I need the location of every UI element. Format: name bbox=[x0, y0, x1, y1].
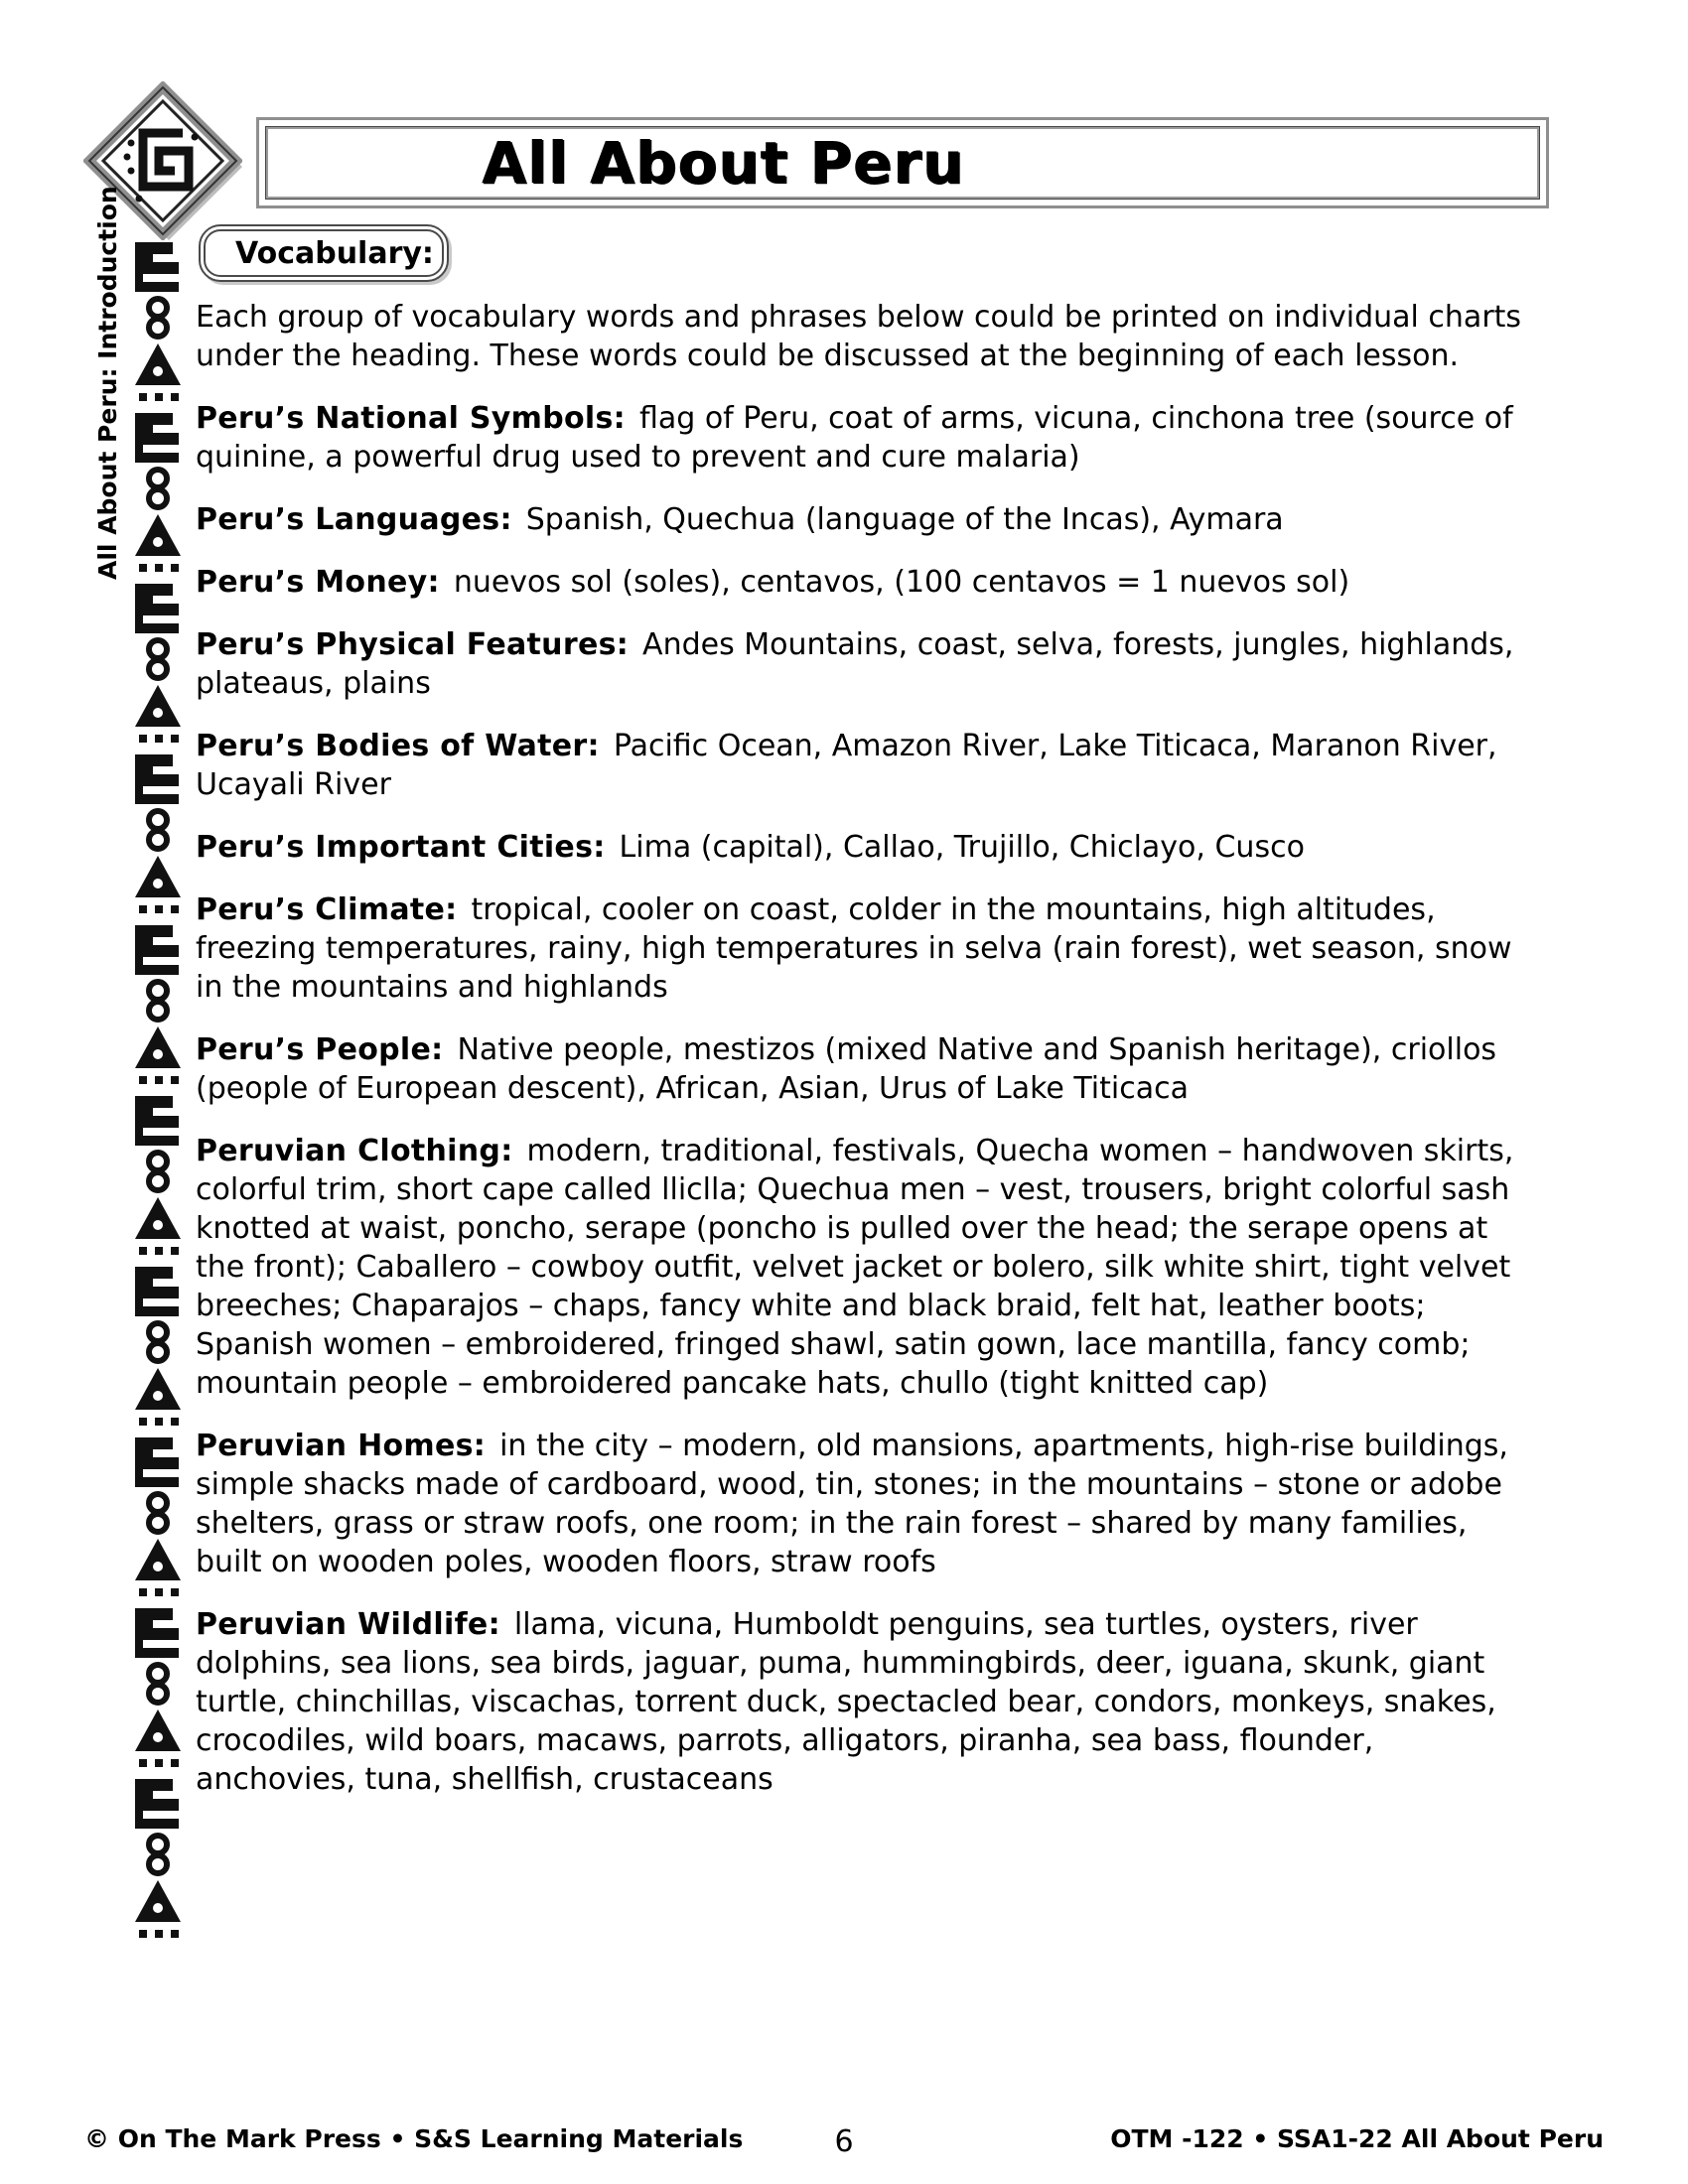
vocab-entry-money bbox=[196, 563, 1531, 602]
vocab-entry-text: tropical, cooler on coast, colder in the mountains, high altitudes, freezing temperatures, rainy, high temperatures in selva (rain forest), wet season, snow in the mountains and highlands bbox=[196, 892, 1512, 1005]
vocab-entry-text: Lima (capital), Callao, Trujillo, Chiclayo, Cusco bbox=[619, 830, 1305, 865]
footer-publisher: © On The Mark Press • S&S Learning Materials bbox=[84, 2124, 744, 2153]
vocab-entry-people bbox=[196, 1030, 1531, 1108]
page-title: All About Peru bbox=[482, 129, 965, 197]
vocab-entry-text: Pacific Ocean, Amazon River, Lake Titicaca, Maranon River, Ucayali River bbox=[196, 729, 1497, 802]
vocab-entry-label: Peru’s Climate: bbox=[196, 892, 458, 927]
vocab-entry-label: Peru’s Bodies of Water: bbox=[196, 729, 600, 763]
vocab-entry-label: Peru’s National Symbols: bbox=[196, 401, 626, 436]
vocab-entry-label: Peruvian Homes: bbox=[196, 1429, 487, 1463]
vocab-entry-label: Peru’s People: bbox=[196, 1032, 444, 1067]
vocab-entry-bodies-of-water bbox=[196, 727, 1531, 804]
vocab-entry-label: Peruvian Wildlife: bbox=[196, 1607, 500, 1642]
tribal-pattern-border-icon bbox=[129, 236, 187, 1946]
footer-page-number: 6 bbox=[834, 2124, 854, 2159]
vocab-entry-label: Peru’s Physical Features: bbox=[196, 627, 630, 662]
vocab-entry-label: Peru’s Important Cities: bbox=[196, 830, 606, 865]
title-banner-inner bbox=[265, 126, 1540, 200]
vocab-entry-text: llama, vicuna, Humboldt penguins, sea turtles, oysters, river dolphins, sea lions, sea birds, jaguar, puma, hummingbirds, deer, iguana, skunk, giant turtle, chinchillas, viscachas, torrent duck, spectacled bear, condors, monkeys, snakes, crocodiles, wild boars, macaws, parrots, alligators, piranha, sea bass, flounder, anchovies, tuna, shellfish, crustaceans bbox=[196, 1607, 1496, 1797]
vocab-entry-text: Native people, mestizos (mixed Native and Spanish heritage), criollos (people of European descent), African, Asian, Urus of Lake Titicaca bbox=[196, 1032, 1497, 1106]
vocab-entry-label: Peru’s Money: bbox=[196, 565, 440, 600]
vocab-entry-languages bbox=[196, 500, 1531, 539]
vocab-entry-label: Peru’s Languages: bbox=[196, 502, 512, 537]
vocab-entry-wildlife bbox=[196, 1605, 1531, 1799]
vocab-entry-text: Andes Mountains, coast, selva, forests, jungles, highlands, plateaus, plains bbox=[196, 627, 1514, 701]
intro-paragraph: Each group of vocabulary words and phrases below could be printed on individual charts under the heading. These words could be discussed at the beginning of each lesson. bbox=[196, 300, 1522, 373]
title-banner bbox=[256, 117, 1549, 208]
vocabulary-heading: Vocabulary: bbox=[235, 235, 434, 271]
vocab-entry-text: Spanish, Quechua (language of the Incas), Aymara bbox=[525, 502, 1284, 537]
vocab-entry-text: nuevos sol (soles), centavos, (100 centavos = 1 nuevos sol) bbox=[453, 565, 1350, 600]
vocab-entry-text: flag of Peru, coat of arms, vicuna, cinchona tree (source of quinine, a powerful drug used to prevent and cure malaria) bbox=[196, 401, 1513, 475]
main-content bbox=[196, 298, 1531, 1823]
vocab-entry-text: in the city – modern, old mansions, apartments, high-rise buildings, simple shacks made of cardboard, wood, tin, stones; in the mountains – stone or adobe shelters, grass or straw roofs, one room; in the rain forest – shared by many families, built on wooden poles, wooden floors, straw roofs bbox=[196, 1429, 1508, 1579]
page-footer bbox=[84, 2124, 1604, 2164]
sidebar-vertical-label: All About Peru: Introduction bbox=[93, 186, 122, 580]
footer-product-code: OTM -122 • SSA1-22 All About Peru bbox=[1110, 2124, 1604, 2153]
vocab-entry-text: modern, traditional, festivals, Quecha women – handwoven skirts, colorful trim, short cape called lliclla; Quechua men – vest, trousers, bright colorful sash knotted at waist, poncho, serape (poncho is pulled over the head; the serape opens at the front); Caballero – cowboy outfit, velvet jacket or bolero, silk white shirt, tight velvet breeches; Chaparajos – chaps, fancy white and black braid, felt hat, leather boots; Spanish women – embroidered, fringed shawl, satin gown, lace mantilla, fancy comb; mountain people – embroidered pancake hats, chullo (tight knitted cap) bbox=[196, 1134, 1514, 1401]
vocab-entry-physical-features bbox=[196, 625, 1531, 703]
vocab-entry-homes bbox=[196, 1427, 1531, 1581]
vocab-entry-national-symbols bbox=[196, 399, 1531, 477]
vocab-entry-label: Peruvian Clothing: bbox=[196, 1134, 513, 1168]
vocab-entry-climate bbox=[196, 890, 1531, 1007]
vocab-entry-clothing bbox=[196, 1132, 1531, 1403]
vocabulary-heading-box bbox=[199, 224, 449, 282]
vocab-entry-important-cities bbox=[196, 828, 1531, 867]
